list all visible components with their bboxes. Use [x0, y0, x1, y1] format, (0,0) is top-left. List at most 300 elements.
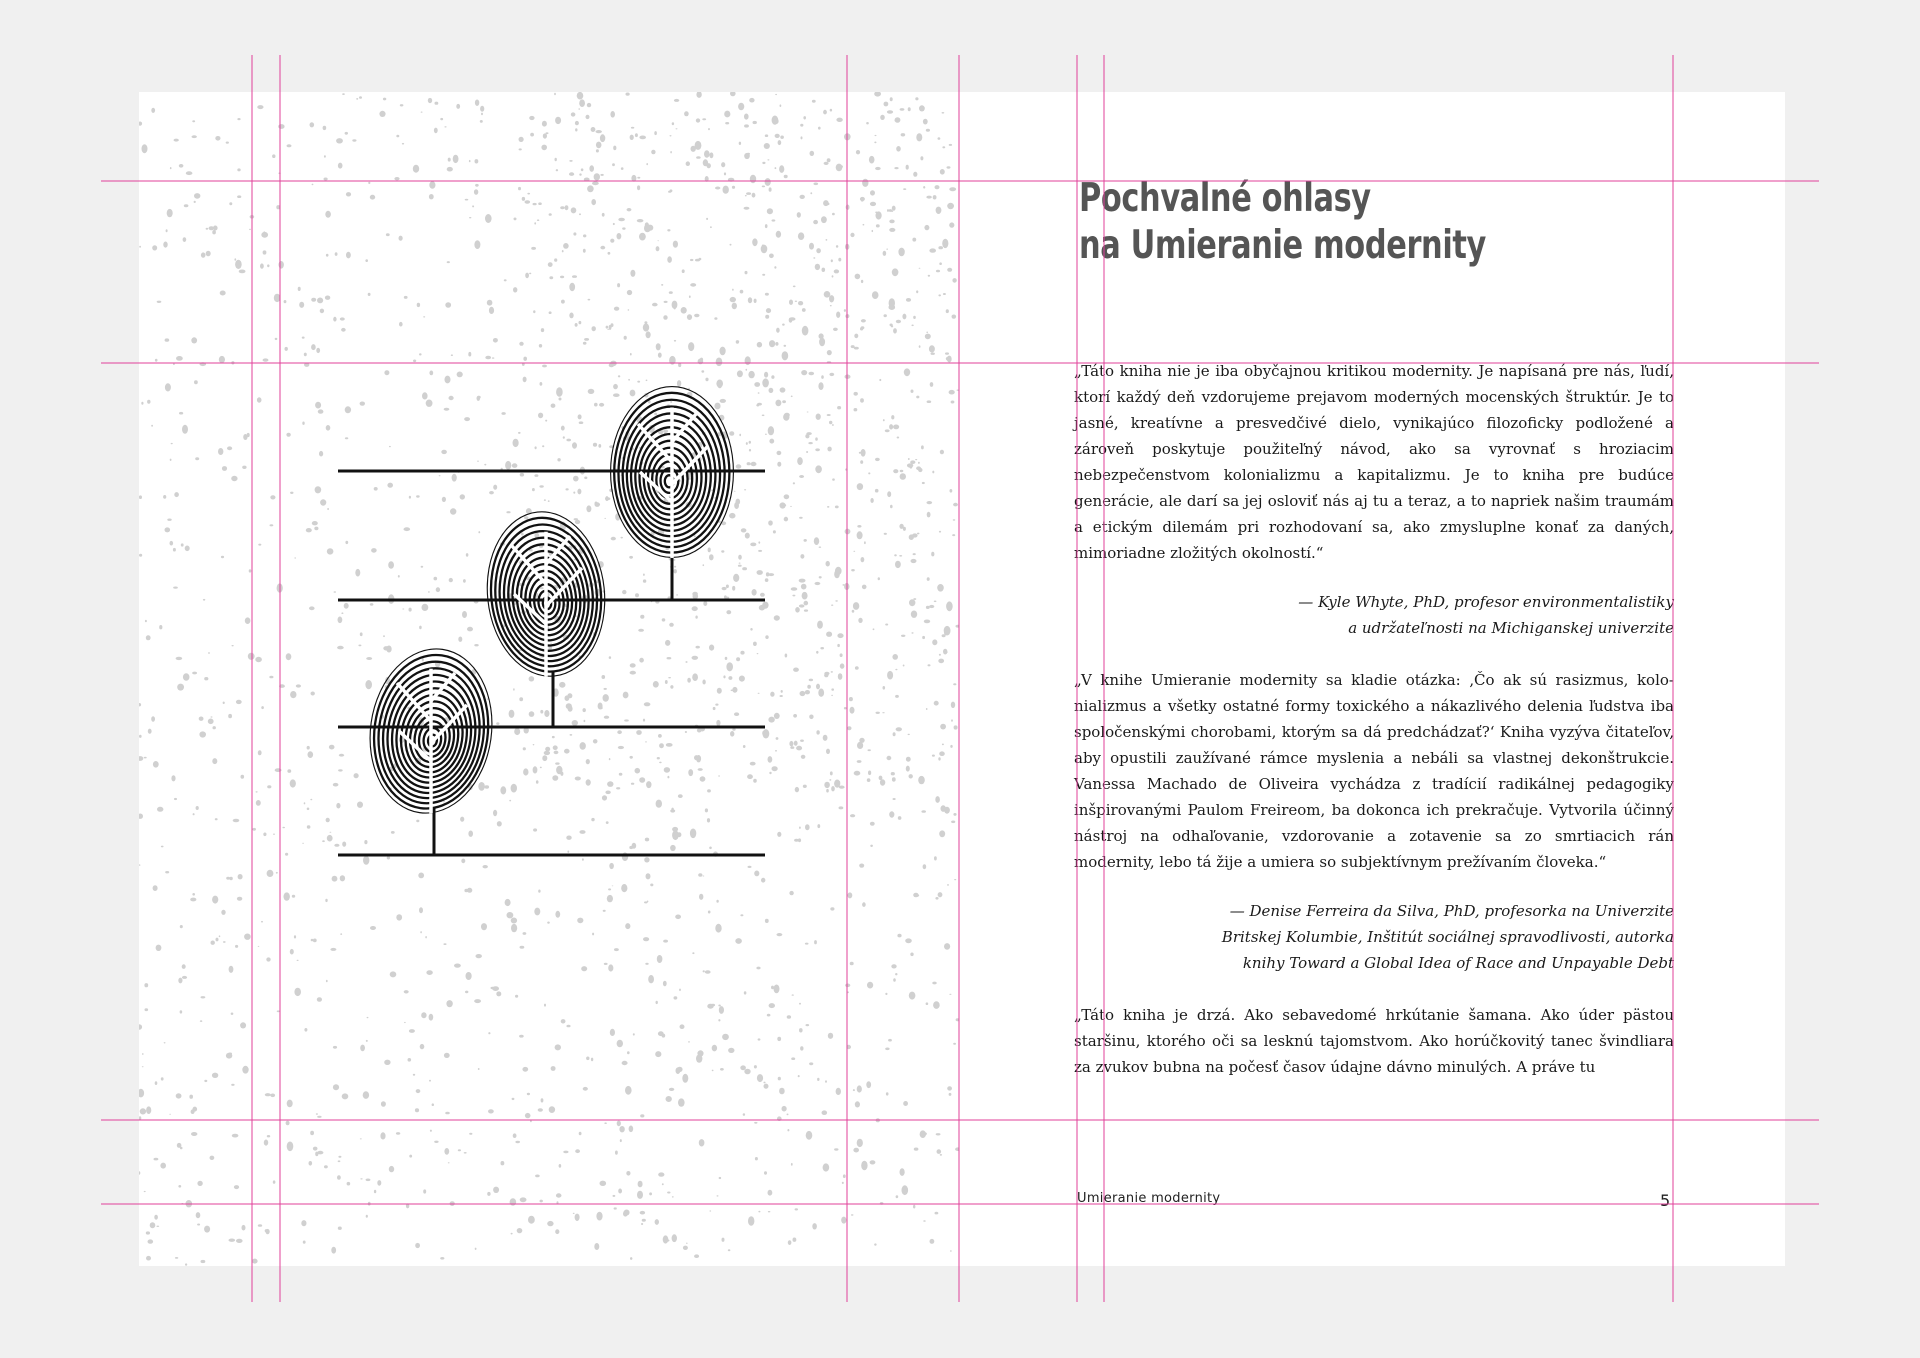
- texture-speck: [347, 1182, 351, 1186]
- texture-speck: [333, 1046, 337, 1049]
- texture-speck: [534, 222, 536, 224]
- texture-speck: [742, 567, 747, 570]
- texture-speck: [854, 408, 858, 411]
- texture-speck: [556, 169, 558, 171]
- texture-speck: [199, 717, 204, 721]
- texture-speck: [167, 209, 173, 217]
- texture-speck: [813, 257, 815, 258]
- texture-speck: [346, 192, 351, 196]
- texture-speck: [301, 1220, 306, 1226]
- texture-speck: [851, 1214, 854, 1215]
- texture-speck: [670, 401, 672, 403]
- texture-speck: [782, 400, 786, 403]
- texture-speck: [930, 382, 934, 387]
- texture-speck: [765, 293, 769, 296]
- texture-speck: [739, 142, 741, 145]
- texture-speck: [141, 402, 143, 405]
- attribution-line: — Kyle Whyte, PhD, profesor environmentalistiky: [1298, 593, 1674, 611]
- texture-speck: [340, 933, 342, 935]
- texture-speck: [614, 307, 619, 311]
- texture-speck: [493, 338, 498, 343]
- texture-speck: [938, 892, 943, 897]
- texture-speck: [185, 546, 190, 552]
- texture-speck: [663, 315, 667, 320]
- texture-speck: [714, 317, 717, 320]
- texture-speck: [596, 580, 599, 584]
- texture-speck: [421, 1012, 426, 1018]
- texture-speck: [560, 206, 564, 209]
- texture-speck: [926, 196, 931, 199]
- texture-speck: [160, 1163, 166, 1169]
- texture-speck: [319, 451, 323, 457]
- texture-speck: [575, 323, 578, 327]
- texture-speck: [697, 1050, 703, 1056]
- texture-speck: [834, 570, 840, 578]
- texture-speck: [610, 239, 614, 243]
- texture-speck: [266, 1229, 270, 1234]
- texture-speck: [320, 499, 326, 505]
- texture-speck: [762, 378, 769, 387]
- texture-speck: [600, 134, 605, 142]
- texture-speck: [772, 219, 776, 221]
- texture-speck: [631, 175, 636, 182]
- texture-speck: [520, 473, 524, 477]
- texture-speck: [277, 1010, 280, 1012]
- texture-speck: [273, 833, 275, 835]
- texture-speck: [511, 1233, 513, 1235]
- texture-speck: [458, 1149, 461, 1151]
- texture-speck: [270, 524, 274, 526]
- texture-speck: [719, 415, 725, 421]
- texture-speck: [338, 1227, 342, 1230]
- texture-speck: [758, 541, 760, 543]
- texture-speck: [869, 156, 875, 164]
- texture-speck: [608, 252, 611, 255]
- texture-speck: [646, 163, 648, 165]
- texture-speck: [564, 749, 570, 754]
- texture-speck: [422, 604, 429, 611]
- texture-speck: [832, 275, 834, 277]
- texture-speck: [345, 541, 348, 544]
- texture-speck: [594, 403, 598, 407]
- texture-speck: [156, 945, 162, 951]
- texture-speck: [413, 360, 416, 363]
- texture-speck: [604, 688, 607, 690]
- texture-speck: [334, 591, 337, 593]
- texture-speck: [365, 259, 368, 262]
- texture-speck: [922, 1132, 927, 1135]
- texture-speck: [716, 358, 723, 367]
- texture-speck: [507, 593, 513, 599]
- texture-speck: [573, 1213, 575, 1214]
- texture-speck: [799, 517, 803, 519]
- texture-speck: [917, 533, 920, 535]
- texture-speck: [851, 569, 855, 571]
- texture-speck: [583, 1087, 588, 1091]
- texture-speck: [850, 814, 855, 817]
- texture-speck: [797, 457, 803, 465]
- texture-speck: [906, 766, 910, 772]
- texture-speck: [161, 1077, 164, 1080]
- texture-speck: [491, 987, 495, 989]
- texture-speck: [818, 127, 821, 130]
- texture-speck: [800, 691, 806, 696]
- texture-speck: [830, 907, 834, 910]
- texture-speck: [573, 232, 576, 235]
- texture-speck: [582, 595, 588, 604]
- texture-speck: [646, 873, 651, 879]
- texture-speck: [478, 531, 480, 533]
- texture-speck: [622, 590, 626, 594]
- texture-speck: [878, 577, 880, 580]
- texture-speck: [610, 111, 615, 118]
- texture-speck: [654, 413, 657, 416]
- texture-speck: [242, 466, 246, 469]
- texture-speck: [435, 660, 440, 667]
- texture-speck: [657, 955, 663, 963]
- texture-speck: [291, 1146, 293, 1148]
- texture-speck: [501, 468, 503, 471]
- texture-speck: [294, 988, 301, 996]
- texture-speck: [598, 503, 600, 505]
- texture-speck: [935, 897, 938, 900]
- texture-speck: [650, 437, 655, 445]
- texture-speck: [931, 552, 934, 557]
- texture-speck: [669, 623, 674, 627]
- texture-speck: [612, 886, 614, 887]
- texture-speck: [793, 1238, 797, 1242]
- texture-speck: [545, 592, 549, 598]
- texture-speck: [764, 1171, 767, 1174]
- texture-speck: [639, 447, 641, 449]
- texture-speck: [876, 211, 882, 219]
- texture-speck: [707, 163, 711, 168]
- texture-speck: [317, 1151, 323, 1155]
- texture-speck: [839, 806, 844, 809]
- texture-speck: [936, 207, 942, 214]
- texture-speck: [432, 1103, 434, 1106]
- texture-speck: [324, 178, 328, 181]
- texture-speck: [500, 786, 506, 794]
- texture-speck: [723, 186, 729, 194]
- texture-speck: [171, 775, 175, 781]
- texture-speck: [624, 336, 627, 340]
- texture-speck: [290, 492, 293, 494]
- texture-speck: [863, 224, 865, 226]
- texture-speck: [151, 425, 153, 427]
- texture-speck: [765, 315, 769, 319]
- texture-speck: [386, 233, 390, 236]
- texture-speck: [777, 832, 781, 837]
- texture-speck: [665, 548, 669, 550]
- texture-speck: [341, 612, 343, 614]
- texture-speck: [586, 505, 591, 512]
- texture-speck: [844, 583, 849, 590]
- texture-speck: [831, 695, 833, 696]
- texture-speck: [593, 443, 597, 447]
- texture-speck: [809, 679, 813, 682]
- texture-speck: [857, 525, 861, 528]
- texture-speck: [643, 574, 645, 576]
- texture-speck: [716, 720, 720, 726]
- texture-speck: [845, 529, 851, 535]
- texture-speck: [932, 639, 937, 645]
- texture-speck: [480, 106, 484, 112]
- texture-speck: [431, 716, 433, 717]
- texture-speck: [147, 400, 150, 404]
- texture-speck: [694, 1254, 699, 1258]
- texture-speck: [302, 422, 304, 425]
- texture-speck: [743, 745, 746, 748]
- texture-speck: [650, 884, 653, 887]
- texture-speck: [677, 380, 681, 387]
- texture-speck: [676, 128, 678, 129]
- texture-speck: [350, 854, 352, 855]
- texture-speck: [826, 632, 832, 637]
- texture-speck: [798, 1075, 800, 1077]
- texture-speck: [364, 840, 367, 844]
- texture-speck: [421, 112, 423, 113]
- texture-speck: [566, 488, 569, 490]
- texture-speck: [212, 758, 217, 764]
- texture-speck: [562, 250, 564, 252]
- texture-speck: [661, 284, 663, 286]
- texture-speck: [385, 685, 388, 688]
- texture-speck: [497, 821, 502, 826]
- texture-speck: [357, 802, 363, 808]
- texture-speck: [789, 300, 793, 305]
- attribution-line: a udržateľnosti na Michiganskej univerzite: [1348, 619, 1674, 637]
- texture-speck: [744, 207, 750, 210]
- texture-speck: [638, 1181, 643, 1188]
- texture-speck: [696, 156, 701, 159]
- texture-speck: [554, 751, 559, 755]
- texture-speck: [909, 599, 915, 606]
- texture-speck: [263, 358, 269, 361]
- texture-speck: [514, 218, 517, 221]
- texture-speck: [304, 353, 307, 357]
- texture-speck: [946, 309, 949, 313]
- texture-speck: [934, 601, 937, 603]
- texture-speck: [596, 130, 602, 133]
- texture-speck: [779, 165, 784, 173]
- texture-speck: [555, 762, 559, 764]
- texture-speck: [591, 1058, 593, 1062]
- texture-speck: [593, 597, 599, 601]
- texture-speck: [636, 730, 642, 735]
- texture-speck: [493, 485, 497, 490]
- texture-speck: [609, 489, 613, 492]
- texture-speck: [170, 167, 172, 169]
- texture-speck: [693, 593, 699, 599]
- texture-speck: [788, 1240, 792, 1245]
- texture-speck: [643, 719, 645, 722]
- texture-speck: [505, 899, 511, 906]
- texture-speck: [812, 100, 816, 103]
- texture-speck: [946, 601, 953, 611]
- texture-speck: [861, 1161, 867, 1171]
- texture-speck: [769, 187, 772, 191]
- texture-speck: [237, 897, 242, 901]
- texture-speck: [324, 155, 326, 157]
- texture-speck: [359, 96, 362, 99]
- texture-speck: [791, 587, 798, 591]
- texture-speck: [672, 1234, 677, 1242]
- texture-speck: [774, 615, 780, 620]
- texture-speck: [703, 876, 705, 877]
- texture-speck: [630, 353, 632, 356]
- texture-speck: [360, 1138, 362, 1139]
- texture-speck: [566, 1025, 570, 1028]
- texture-speck: [925, 334, 931, 340]
- texture-speck: [515, 995, 518, 998]
- texture-speck: [607, 895, 613, 902]
- texture-speck: [285, 347, 288, 351]
- texture-speck: [165, 527, 171, 532]
- texture-speck: [452, 474, 457, 482]
- texture-speck: [816, 684, 820, 690]
- texture-speck: [691, 146, 696, 152]
- texture-speck: [923, 186, 925, 189]
- texture-speck: [327, 548, 334, 554]
- texture-speck: [818, 382, 823, 390]
- texture-speck: [940, 450, 944, 455]
- texture-speck: [317, 1116, 321, 1118]
- texture-speck: [572, 275, 577, 278]
- texture-speck: [750, 175, 756, 183]
- texture-speck: [358, 645, 361, 647]
- texture-speck: [481, 113, 483, 116]
- texture-speck: [799, 604, 805, 607]
- texture-speck: [638, 629, 644, 632]
- texture-speck: [377, 1180, 381, 1186]
- texture-speck: [800, 740, 804, 742]
- texture-speck: [256, 791, 258, 792]
- texture-speck: [728, 1249, 731, 1251]
- texture-speck: [608, 964, 613, 971]
- texture-speck: [139, 554, 142, 557]
- texture-speck: [658, 1172, 664, 1176]
- texture-speck: [560, 276, 564, 279]
- texture-speck: [538, 202, 542, 205]
- texture-speck: [738, 565, 742, 567]
- texture-speck: [342, 842, 346, 847]
- texture-speck: [761, 245, 768, 254]
- texture-speck: [769, 1003, 775, 1008]
- texture-speck: [267, 870, 274, 877]
- texture-speck: [832, 478, 835, 480]
- texture-speck: [406, 1203, 409, 1208]
- texture-speck: [338, 1156, 341, 1158]
- texture-speck: [600, 246, 605, 250]
- texture-speck: [146, 1256, 151, 1261]
- texture-speck: [799, 1028, 803, 1032]
- texture-speck: [744, 1069, 750, 1075]
- texture-speck: [659, 743, 664, 748]
- texture-speck: [573, 476, 579, 482]
- texture-speck: [547, 626, 549, 629]
- texture-speck: [740, 914, 743, 916]
- texture-speck: [325, 296, 330, 300]
- texture-speck: [333, 1084, 339, 1090]
- texture-speck: [581, 168, 584, 171]
- texture-speck: [366, 657, 372, 660]
- texture-speck: [307, 825, 311, 828]
- texture-speck: [139, 495, 142, 499]
- texture-speck: [692, 952, 694, 954]
- texture-speck: [287, 1100, 293, 1108]
- texture-speck: [374, 487, 378, 491]
- texture-speck: [332, 876, 338, 882]
- texture-speck: [919, 345, 921, 348]
- texture-speck: [893, 978, 896, 982]
- texture-speck: [626, 431, 630, 436]
- texture-speck: [932, 982, 936, 985]
- texture-speck: [887, 209, 889, 212]
- texture-speck: [603, 694, 609, 702]
- texture-speck: [500, 542, 505, 545]
- texture-speck: [639, 658, 644, 663]
- texture-speck: [637, 415, 640, 418]
- texture-speck: [672, 301, 678, 309]
- texture-speck: [804, 609, 808, 611]
- texture-speck: [739, 676, 745, 682]
- texture-speck: [208, 719, 214, 725]
- texture-speck: [646, 331, 651, 338]
- texture-speck: [739, 434, 741, 437]
- texture-speck: [804, 539, 807, 542]
- texture-speck: [191, 1109, 195, 1114]
- texture-speck: [649, 425, 655, 433]
- texture-speck: [918, 776, 925, 784]
- texture-speck: [702, 432, 706, 435]
- texture-speck: [705, 970, 711, 974]
- texture-speck: [951, 719, 953, 721]
- texture-speck: [862, 902, 866, 907]
- texture-speck: [926, 332, 928, 334]
- texture-speck: [862, 179, 868, 187]
- texture-speck: [519, 342, 523, 346]
- texture-speck: [696, 755, 701, 762]
- texture-speck: [795, 787, 799, 792]
- texture-speck: [639, 136, 646, 140]
- texture-speck: [523, 768, 528, 775]
- texture-speck: [622, 457, 624, 460]
- texture-speck: [782, 351, 789, 360]
- texture-speck: [718, 1005, 721, 1007]
- texture-speck: [221, 556, 224, 558]
- texture-speck: [303, 1241, 306, 1244]
- texture-speck: [523, 377, 527, 383]
- texture-speck: [891, 415, 894, 419]
- texture-speck: [475, 100, 479, 106]
- texture-speck: [409, 1155, 412, 1158]
- texture-speck: [701, 370, 704, 372]
- texture-speck: [409, 1029, 415, 1033]
- texture-speck: [469, 160, 471, 162]
- texture-speck: [180, 1010, 183, 1013]
- texture-speck: [776, 231, 781, 238]
- texture-speck: [621, 475, 623, 476]
- texture-speck: [604, 716, 609, 719]
- texture-speck: [694, 314, 699, 317]
- texture-speck: [802, 308, 806, 312]
- texture-speck: [146, 1231, 150, 1234]
- texture-speck: [857, 483, 863, 490]
- texture-speck: [707, 1004, 713, 1009]
- texture-speck: [756, 967, 760, 970]
- texture-speck: [429, 194, 434, 199]
